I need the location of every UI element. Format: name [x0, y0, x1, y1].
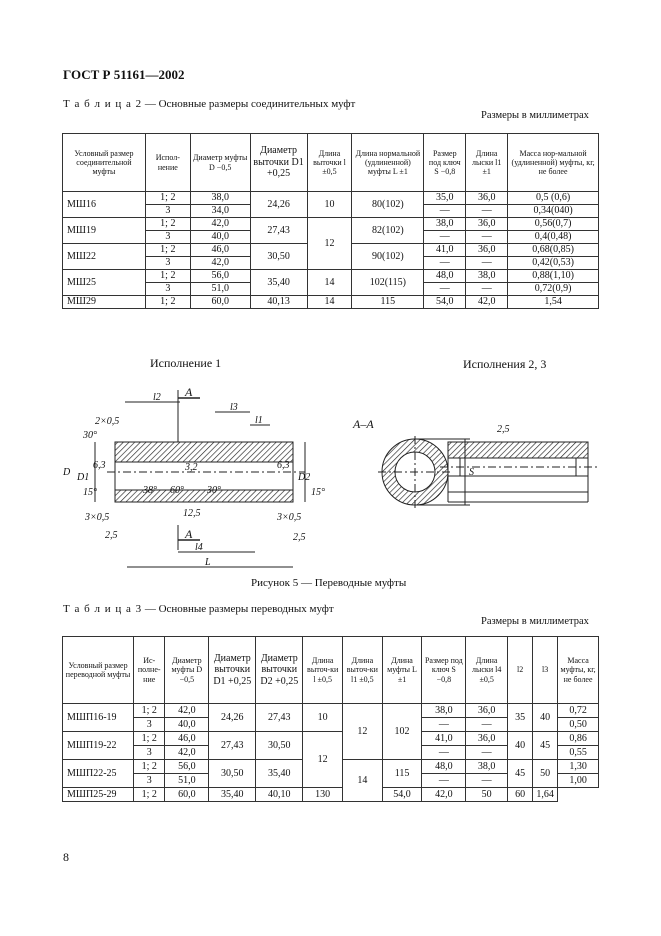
table3-cell: МШП22-25 [63, 760, 134, 788]
table3-cell: 38,0 [466, 760, 508, 774]
table3-cell: 0,72 [558, 704, 599, 718]
table-row [63, 218, 599, 231]
table3-cell: 35,40 [209, 788, 256, 802]
table3-cell: 36,0 [466, 704, 508, 718]
table2-header-l1: Длина лыски l1 ±1 [466, 134, 508, 192]
table3-cell: 115 [382, 760, 422, 788]
table3-header-size: Условный размер переводной муфты [63, 637, 134, 704]
dim-S: S [469, 467, 474, 478]
table2-cell: 80(102) [352, 192, 424, 218]
table2-cell: 3 [145, 257, 190, 270]
table2-cell: 60,0 [190, 296, 250, 309]
table3-caption-prefix: Т а б л и ц а 3 [63, 603, 143, 615]
table3-cell: 41,0 [422, 732, 466, 746]
table2-cell: 40,0 [190, 231, 250, 244]
table2-cell: 1; 2 [145, 218, 190, 231]
table3-cell: 50 [466, 788, 508, 802]
chamfer-right: 2,5 [497, 424, 510, 435]
table2-cell: 1; 2 [145, 296, 190, 309]
figure-caption: Рисунок 5 — Переводные муфты [251, 577, 407, 589]
table2-cell: 30,50 [250, 244, 307, 270]
table2-cell: 24,26 [250, 192, 307, 218]
table3-cell: 60,0 [165, 788, 209, 802]
dim-D1: D1 [77, 472, 90, 483]
table3-cell: 3 [134, 718, 165, 732]
table2-header-version: Испол-нение [145, 134, 190, 192]
table3-cell: 40 [508, 732, 533, 760]
table3-cell: 50 [533, 760, 558, 788]
table3-cell: 48,0 [422, 760, 466, 774]
table3-cell: 130 [303, 788, 343, 802]
table3-cell: 45 [508, 760, 533, 788]
table3-cell: 0,55 [558, 746, 599, 760]
angle-30-right: 30° [207, 485, 221, 496]
table3-cell: 3 [134, 774, 165, 788]
table3-cell: 56,0 [165, 760, 209, 774]
table2-cell: 102(115) [352, 270, 424, 296]
table2-cell: 0,4(0,48) [508, 231, 599, 244]
table3-cell: 42,0 [165, 746, 209, 760]
section-mark-top: A [185, 385, 193, 399]
table3-cell: — [422, 746, 466, 760]
table3-cell: 102 [382, 704, 422, 760]
dim-l3: l3 [230, 402, 238, 413]
table3-cell: 54,0 [382, 788, 422, 802]
section-mark-bottom: A [185, 527, 193, 541]
table2-header-s: Размер под ключ S −0,8 [424, 134, 466, 192]
table3 [62, 636, 599, 802]
chamfer-left-bottom: 3×0,5 [85, 512, 110, 523]
table2-cell: 0,68(0,85) [508, 244, 599, 257]
table3-cell: 60 [508, 788, 533, 802]
table2-cell: МШ22 [63, 244, 146, 270]
table3-caption [63, 603, 334, 615]
roughness-125: 12,5 [183, 508, 201, 519]
dim-l4: l4 [195, 542, 203, 553]
table2-cell: 1; 2 [145, 244, 190, 257]
table2-cell: 1; 2 [145, 270, 190, 283]
table2 [62, 133, 599, 309]
table2-header-d: Диаметр муфты D −0,5 [190, 134, 250, 192]
table3-header-mass: Масса муфты, кг, не более [558, 637, 599, 704]
table2-cell: 38,0 [424, 218, 466, 231]
table2-cell: 38,0 [466, 270, 508, 283]
table2-cell: 35,0 [424, 192, 466, 205]
table2-cell: 82(102) [352, 218, 424, 244]
table3-cell: 1,00 [558, 774, 599, 788]
table3-cell: 1; 2 [134, 732, 165, 746]
table2-cell: 0,88(1,10) [508, 270, 599, 283]
table3-caption-text: — Основные размеры переводных муфт [142, 603, 334, 615]
table2-cell: — [466, 205, 508, 218]
table2-header-d1: Диаметр выточки D1 +0,25 [250, 134, 307, 192]
table2-cell: 42,0 [466, 296, 508, 309]
table3-cell: 3 [134, 746, 165, 760]
table3-cell: — [466, 746, 508, 760]
table-row [63, 704, 599, 718]
table2-cell: 27,43 [250, 218, 307, 244]
table2-cell: МШ25 [63, 270, 146, 296]
table3-cell: 38,0 [422, 704, 466, 718]
roughness-63-left: 6,3 [93, 460, 106, 471]
table2-cell: — [466, 283, 508, 296]
page-number: 8 [63, 850, 69, 864]
table3-cell: 1,30 [558, 760, 599, 774]
table3-header-l2: l2 [508, 637, 533, 704]
table3-cell: МШП25-29 [63, 788, 134, 802]
table3-cell: 14 [343, 760, 383, 802]
table2-cell: 46,0 [190, 244, 250, 257]
table2-cell: 14 [307, 296, 352, 309]
size-25-left: 2,5 [105, 530, 118, 541]
table3-cell: 42,0 [422, 788, 466, 802]
table3-header-L: Длина муфты L ±1 [382, 637, 422, 704]
figure-right-title: Исполнения 2, 3 [463, 357, 547, 371]
table3-header-d: Диаметр муфты D −0,5 [165, 637, 209, 704]
table3-cell: 30,50 [256, 732, 303, 760]
table3-cell: 51,0 [165, 774, 209, 788]
angle-30-left: 30° [83, 430, 97, 441]
table2-header-mass: Масса нор-мальной (удлиненной) муфты, кг, не более [508, 134, 599, 192]
dim-L: L [205, 557, 211, 568]
table3-cell: 0,86 [558, 732, 599, 746]
table3-cell: 12 [343, 704, 383, 760]
table3-header-l3: l3 [533, 637, 558, 704]
table3-cell: МШП16-19 [63, 704, 134, 732]
table2-cell: 3 [145, 205, 190, 218]
table3-cell: — [466, 718, 508, 732]
table2-header-size: Условный размер соединительной муфты [63, 134, 146, 192]
table3-cell: 1; 2 [134, 760, 165, 774]
table2-cell: 115 [352, 296, 424, 309]
table2-cell: 51,0 [190, 283, 250, 296]
chamfer-right-bottom: 3×0,5 [277, 512, 302, 523]
table2-cell: 40,13 [250, 296, 307, 309]
table2-header-L: Длина нормальной (удлиненной) муфты L ±1 [352, 134, 424, 192]
table2-cell: 0,56(0,7) [508, 218, 599, 231]
table3-header-s: Размер под ключ S −0,8 [422, 637, 466, 704]
table3-cell: 30,50 [209, 760, 256, 788]
table2-cell: 1,54 [508, 296, 599, 309]
table2-header-l: Длина выточки l ±0,5 [307, 134, 352, 192]
table2-cell: 3 [145, 283, 190, 296]
lower-wall [115, 490, 293, 502]
roughness-63-right: 6,3 [277, 460, 290, 471]
table3-header-l1: Длина выточ-ки l1 ±0,5 [343, 637, 383, 704]
table2-cell: 0,5 (0,6) [508, 192, 599, 205]
table3-cell: 45 [533, 732, 558, 760]
table-row [63, 192, 599, 205]
table2-cell: 36,0 [466, 244, 508, 257]
table3-header-l: Длина выточ-ки l ±0,5 [303, 637, 343, 704]
table2-cell: 42,0 [190, 257, 250, 270]
table2-cell: 12 [307, 218, 352, 270]
angle-60: 60° [170, 485, 184, 496]
table-row [63, 788, 599, 802]
table3-cell: — [466, 774, 508, 788]
table2-cell: — [424, 231, 466, 244]
section-title: A–A [353, 417, 374, 431]
dim-l1: l1 [255, 415, 263, 426]
table3-cell: 35,40 [256, 760, 303, 788]
table2-cell: 10 [307, 192, 352, 218]
right-upper-wall [448, 442, 588, 458]
table3-cell: 40,10 [256, 788, 303, 802]
table3-units: Размеры в миллиметрах [481, 616, 589, 627]
table3-cell: 24,26 [209, 704, 256, 732]
table2-cell: 0,42(0,53) [508, 257, 599, 270]
table3-cell: 36,0 [466, 732, 508, 746]
dim-D: D [63, 467, 71, 478]
table3-cell: 12 [303, 732, 343, 788]
table3-cell: 27,43 [256, 704, 303, 732]
angle-15-left: 15° [83, 487, 97, 498]
table2-cell: 35,40 [250, 270, 307, 296]
table3-cell: 1; 2 [134, 788, 165, 802]
table-row [63, 296, 599, 309]
table2-cell: 48,0 [424, 270, 466, 283]
size-25-right: 2,5 [293, 532, 306, 543]
table2-cell: 34,0 [190, 205, 250, 218]
table3-header-d1: Диаметр выточки D1 +0,25 [209, 637, 256, 704]
table3-header-l4: Длина лыски l4 ±0,5 [466, 637, 508, 704]
table2-cell: 41,0 [424, 244, 466, 257]
table2-cell: — [424, 257, 466, 270]
table2-cell: 0,72(0,9) [508, 283, 599, 296]
table2-cell: 54,0 [424, 296, 466, 309]
table3-cell: — [422, 718, 466, 732]
table2-cell: МШ19 [63, 218, 146, 244]
table2-cell: — [466, 257, 508, 270]
table2-cell: 38,0 [190, 192, 250, 205]
table2-cell: — [424, 283, 466, 296]
roughness-32: 3,2 [185, 462, 198, 473]
coupling-drawing [55, 380, 615, 575]
table2-cell: 42,0 [190, 218, 250, 231]
table2-cell: МШ29 [63, 296, 146, 309]
table2-cell: 36,0 [466, 192, 508, 205]
dim-l2: l2 [153, 392, 161, 403]
table2-units: Размеры в миллиметрах [481, 110, 589, 121]
table2-cell: 90(102) [352, 244, 424, 270]
table2-cell: — [466, 231, 508, 244]
table3-cell: 35 [508, 704, 533, 732]
table2-caption [63, 98, 355, 110]
table3-cell: 46,0 [165, 732, 209, 746]
angle-38: 38° [143, 485, 157, 496]
table3-cell: 27,43 [209, 732, 256, 760]
upper-wall [115, 442, 293, 462]
table-row [63, 732, 599, 746]
table3-cell: 40,0 [165, 718, 209, 732]
table3-cell: 1,64 [533, 788, 558, 802]
table3-cell: 40 [533, 704, 558, 732]
table-row [63, 270, 599, 283]
table2-cell: 3 [145, 231, 190, 244]
dim-D2: D2 [298, 472, 311, 483]
angle-15-right: 15° [311, 487, 325, 498]
table2-caption-text: — Основные размеры соединительных муфт [142, 98, 356, 110]
table2-cell: 14 [307, 270, 352, 296]
table3-cell: 42,0 [165, 704, 209, 718]
chamfer-label: 2×0,5 [95, 416, 120, 427]
table3-header-d2: Диаметр выточки D2 +0,25 [256, 637, 303, 704]
table3-cell: 10 [303, 704, 343, 732]
table2-cell: — [424, 205, 466, 218]
table3-cell: — [422, 774, 466, 788]
table3-cell: МШП19-22 [63, 732, 134, 760]
table3-header-version: Ис-полне-ние [134, 637, 165, 704]
table2-cell: 56,0 [190, 270, 250, 283]
table2-cell: 1; 2 [145, 192, 190, 205]
table2-cell: 0,34(040) [508, 205, 599, 218]
table2-caption-prefix: Т а б л и ц а 2 [63, 98, 143, 110]
document-header: ГОСТ Р 51161—2002 [63, 67, 185, 82]
table3-cell: 0,50 [558, 718, 599, 732]
table3-cell: 1; 2 [134, 704, 165, 718]
figure-left-title: Исполнение 1 [150, 356, 222, 370]
table2-cell: МШ16 [63, 192, 146, 218]
table2-cell: 36,0 [466, 218, 508, 231]
